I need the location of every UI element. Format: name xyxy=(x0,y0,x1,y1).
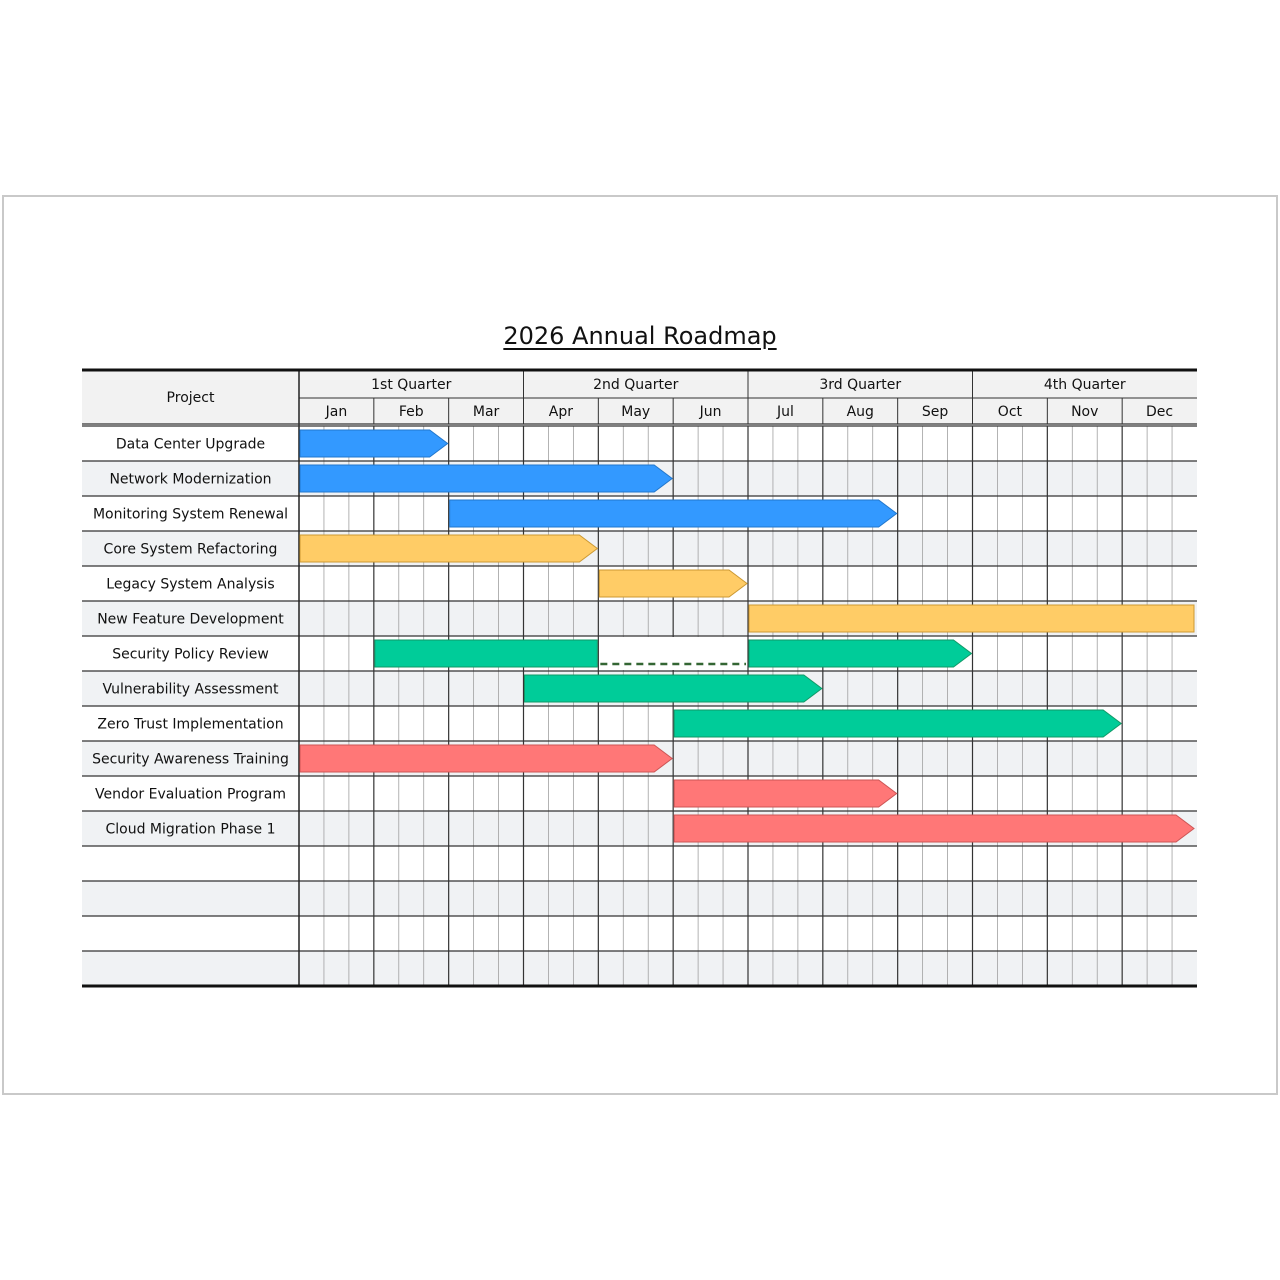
month-label: May xyxy=(621,404,651,420)
quarter-label: 1st Quarter xyxy=(371,377,452,393)
month-label: Jun xyxy=(699,404,722,420)
month-label: Jan xyxy=(325,404,348,420)
task-label: New Feature Development xyxy=(97,611,284,628)
month-label: Mar xyxy=(472,404,500,420)
task-bar xyxy=(674,710,1121,737)
quarter-label: 3rd Quarter xyxy=(819,377,902,393)
month-label: Nov xyxy=(1071,404,1099,420)
task-label: Core System Refactoring xyxy=(103,541,278,558)
row-background xyxy=(82,916,1197,951)
task-bar xyxy=(450,500,897,527)
month-label: Aug xyxy=(846,404,874,420)
task-bar xyxy=(674,815,1194,842)
task-bar xyxy=(525,675,822,702)
task-bar xyxy=(300,430,448,457)
task-bar xyxy=(375,640,597,667)
row-background xyxy=(82,846,1197,881)
task-label: Cloud Migration Phase 1 xyxy=(105,821,276,838)
task-bar xyxy=(599,570,747,597)
task-label: Security Policy Review xyxy=(112,646,269,663)
month-label: Dec xyxy=(1146,404,1174,420)
task-label: Security Awareness Training xyxy=(92,751,289,768)
row-background xyxy=(82,951,1197,986)
month-label: Oct xyxy=(997,404,1023,420)
task-bar xyxy=(300,745,672,772)
quarter-label: 2nd Quarter xyxy=(593,377,679,393)
month-label: Feb xyxy=(398,404,424,420)
task-label: Monitoring System Renewal xyxy=(92,506,289,523)
task-label: Network Modernization xyxy=(109,471,272,488)
quarter-label: 4th Quarter xyxy=(1043,377,1126,393)
chart-title: 2026 Annual Roadmap xyxy=(503,322,777,350)
task-bar xyxy=(300,465,672,492)
task-bar xyxy=(300,535,597,562)
task-label: Zero Trust Implementation xyxy=(97,716,284,733)
task-bar xyxy=(749,640,972,667)
row-background xyxy=(82,881,1197,916)
month-label: Sep xyxy=(921,404,949,420)
task-label: Data Center Upgrade xyxy=(115,436,266,453)
task-bar xyxy=(674,780,897,807)
month-label: Jul xyxy=(776,404,794,420)
month-label: Apr xyxy=(548,404,574,420)
task-label: Vendor Evaluation Program xyxy=(94,786,287,803)
task-label: Legacy System Analysis xyxy=(106,576,275,593)
project-column-header: Project xyxy=(166,390,215,406)
task-bar xyxy=(749,605,1194,632)
task-label: Vulnerability Assessment xyxy=(102,681,279,698)
